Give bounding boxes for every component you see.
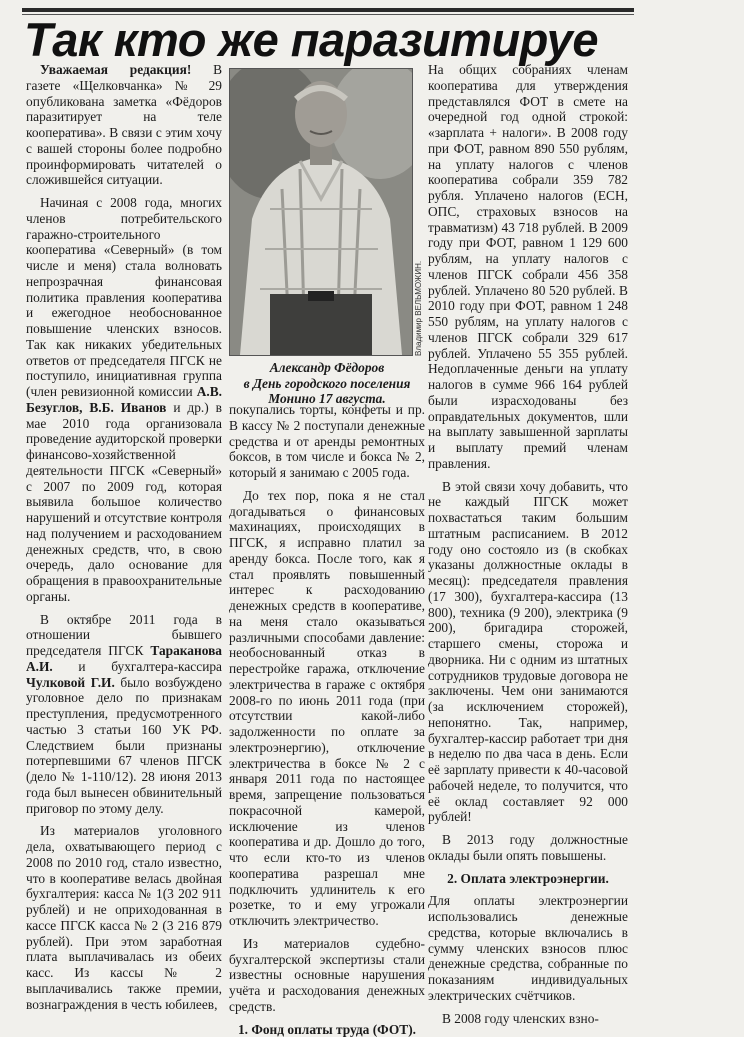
names-bold: А.В. Безуглов, В.Б. Иванов — [26, 384, 222, 415]
paragraph: В этой связи хочу добавить, что не каждый ПГСК может похвастаться таким большим штатным расписанием. В 2012 году оно состояло из (в скобках указаны должностные оклады в месяц): председателя правления (17 300), бухгалтера-кассира (13 800), техника (9 200), электрика (9 200), бригадира сторожей, старшего смены, сторожа и дворника. Ни с одним из штатных сотрудников трудовые договора не заключены. Чем они занимаются (за исключением сторожей), непонятно. Так, например, бухгалтер-кассир работает три дня в неделю по два часа в день. Если её зарплату привести к 40-часовой рабочей неделе, то получится, что её оклад составляет 92 000 рублей! — [428, 479, 628, 826]
paragraph: В октябре 2011 года в отношении бывшего председателя ПГСК Тараканова А.И. и бухгалтера-кассира Чулковой Г.И. было возбуждено уголовное дело по признакам преступления, предусмотренного частью 3 статьи 160 УК РФ. Следствием были признаны потерпевшими 67 членов ПГСК (дело № 1-110/12). 28 июня 2013 года был вынесен обвинительный приговор по этому делу. — [26, 612, 222, 817]
paragraph: покупались торты, конфеты и пр. В кассу № 2 поступали денежные средства и от аренды ремонтных боксов, в том числе и бокса № 2, который я занимаю с 2005 года. — [229, 402, 425, 481]
paragraph: Из материалов судебно-бухгалтерской экспертизы стали известны основные нарушения учёта и расходования денежных средств. — [229, 936, 425, 1015]
paragraph: В 2013 году должностные оклады были опять повышены. — [428, 832, 628, 864]
column-3 — [428, 62, 628, 1026]
name-bold: Чулковой Г.И. — [26, 675, 115, 690]
section-heading: 1. Фонд оплаты труда (ФОТ). — [229, 1022, 425, 1037]
paragraph: До тех пор, пока я не стал догадываться о финансовых махинациях, происходящих в ПГСК, я исправно платил за аренду бокса. После того, как я стал проявлять повышенный интерес к расходованию денежных средств в кооперативе, на меня стало оказываться различными способами давление: необоснованный отказ в перестройке гаража, отключение электричества в гараже с октября 2008-го по июнь 2011 года (при отсутствии какой-либо задолженности по оплате за электроэнергию), отключение электричества в боксе № 2 с января 2011 года по настоящее время, запрещение пользоваться покрасочной камерой, исключение из членов кооператива и др. Дошло до того, что если кто-то из членов кооператива разрешал мне подключить удлинитель к его розетке, то и ему угрожали отключить электричество. — [229, 488, 425, 929]
greeting: Уважаемая редакция! — [40, 62, 191, 77]
headline: Так кто же паразитируе — [24, 14, 644, 66]
section-heading: 2. Оплата электроэнергии. — [428, 871, 628, 887]
paragraph: Из материалов уголовного дела, охватывающего период с 2008 по 2010 год, стало известно, что в кооперативе велась двойная бухгалтерия: касса № 1(3 202 911 рублей) и не оприходованная в кассе ПГСК касса № 2 (3 216 879 рублей). При этом заработная плата выплачивалась из обеих касс. Из кассы № 2 выплачивались также премии, вознаграждения в честь юбилеев, — [26, 823, 222, 1012]
top-rule — [22, 8, 634, 12]
column-2 — [229, 402, 425, 1037]
portrait-illustration — [230, 69, 412, 355]
paragraph: На общих собраниях членам кооператива для утверждения представлялся ФОТ в смете на очередной год одной строкой: «зарплата + налоги». В 2008 году при ФОТ, равном 890 550 рублям, на уплату налогов с членов кооператива собрали 359 782 рубля. Уплачено налогов (ЕСН, ОПС, страховых взносов на травматизм) 43 718 рублей. В 2009 году при ФОТ, равном 1 129 600 рублям, на уплату налогов с членов ПГСК собрали 456 358 рублей. Уплачено 80 520 рублей. В 2010 году при ФОТ, равном 1 248 550 рублям, на уплату налогов с членов ПГСК собрали 329 617 рублей. Уплачено 55 355 рублей. Недоплаченные деньги на уплату налогов в сумме 966 164 рублей были израсходованы без оправдательных документов, шли на выплату завышенной зарплаты и выплату премий членам правления. — [428, 62, 628, 472]
paragraph: В 2008 году членских взно- — [428, 1011, 628, 1027]
portrait-photo — [229, 68, 413, 356]
photo-caption: Александр Фёдоров в День городского поселения Монино 17 августа. — [229, 360, 425, 407]
paragraph: Уважаемая редакция! В газете «Щелковчанка» № 29 опубликована заметка «Фёдоров паразитирует на теле кооператива». В связи с этим хочу с вашей стороны более подробно проинформировать читателей о сложившейся ситуации. — [26, 62, 222, 188]
column-1 — [26, 62, 222, 1012]
photo-credit: Владимир ВЕЛЬМОЖИН. — [414, 210, 428, 356]
paragraph: Начиная с 2008 года, многих членов потребительского гаражно-строительного кооператива «Северный» (в том числе и меня) стала волновать непрозрачная финансовая политика правления кооператива и ежегодное необоснованное повышение членских взносов. Так как никаких убедительных ответов от председателя ПГСК не поступило, инициативная группа (член ревизионной комиссии А.В. Безуглов, В.Б. Иванов и др.) в мае 2010 года организовала проведение аудиторской проверки финансово-хозяйственной деятельности ПГСК «Северный» с 2007 по 2009 год, которая выявила большое количество нарушений и отсутствие контроля над получением и расходованием денежных средств, что, в свою очередь, дало основание для обращения в правоохранительные органы. — [26, 195, 222, 605]
paragraph: Для оплаты электроэнергии использовались денежные средства, которые включались в сумму членских взносов плюс денежные средства, собранные по показаниям индивидуальных электрических счётчиков. — [428, 893, 628, 1003]
name-bold: Тараканова А.И. — [26, 643, 222, 674]
